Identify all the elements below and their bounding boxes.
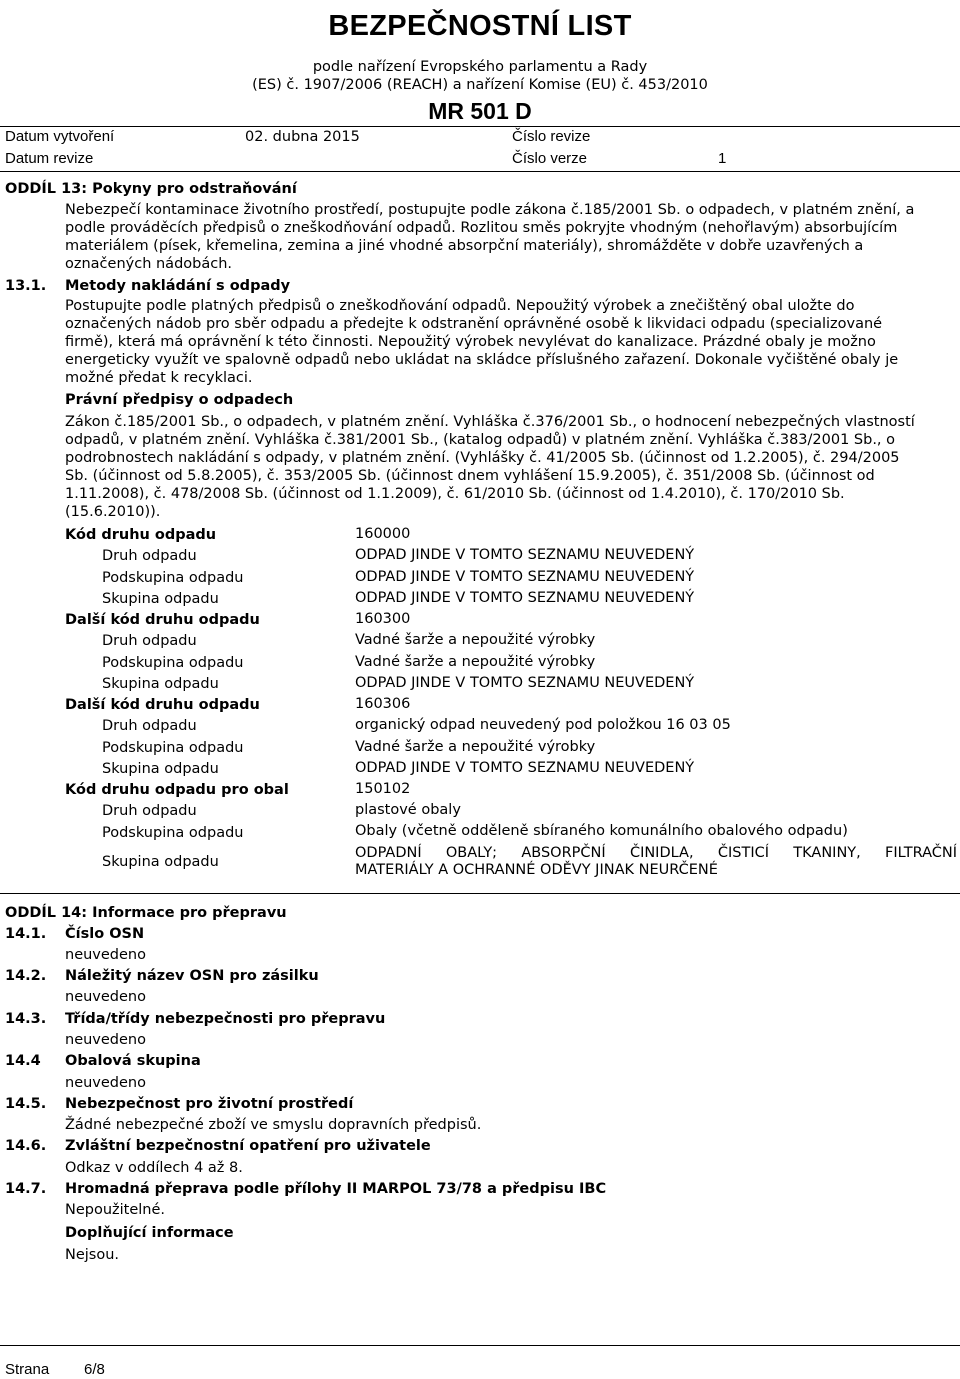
item-number: 14.5. [5, 1096, 47, 1112]
methods-line: označených nádob pro sběr odpadu a předejte k odstranění oprávněné osobě k likvidaci odpadu (specializované [65, 316, 883, 332]
shipping-name-title: Náležitý název OSN pro zásilku [65, 968, 319, 984]
bulk-transport-value: Nepoužitelné. [65, 1202, 166, 1218]
created-date-value: 02. dubna 2015 [245, 129, 360, 145]
waste-code-value: 160306 [355, 696, 411, 712]
legal-regulations-text [65, 413, 957, 521]
header-divider-top [0, 126, 960, 127]
additional-info-value: Nejsou. [65, 1247, 120, 1263]
waste-type-value: plastové obaly [355, 802, 461, 818]
hazard-class-value: neuvedeno [65, 1032, 146, 1048]
section-14-heading: ODDÍL 14: Informace pro přepravu [5, 905, 287, 921]
waste-type-label: Druh odpadu [102, 803, 197, 819]
waste-subgroup-value: ODPAD JINDE V TOMTO SEZNAMU NEUVEDENÝ [355, 569, 695, 585]
packaging-waste-code-label: Kód druhu odpadu pro obal [65, 782, 289, 798]
section-13-intro [65, 201, 957, 273]
user-precautions-title: Zvláštní bezpečnostní opatření pro uživatele [65, 1138, 431, 1154]
waste-code-label: Další kód druhu odpadu [65, 697, 260, 713]
legal-line: Zákon č.185/2001 Sb., o odpadech, v platném znění. Vyhláška č.376/2001 Sb., o hodnocení nebezpečných vlastností [65, 414, 915, 430]
subsection-13-1-title: Metody nakládání s odpady [65, 278, 291, 294]
waste-group-line: MATERIÁLY A OCHRANNÉ ODĚVY JINAK NEURČENÉ [355, 862, 718, 878]
legal-line: odpadů, v platném znění. Vyhláška č.381/2001 Sb., (katalog odpadů) v platném znění. Vyhláška č.383/2001 Sb., o [65, 432, 896, 448]
created-date-label: Datum vytvoření [5, 128, 115, 145]
header-divider-bottom [0, 171, 960, 172]
environmental-hazard-title: Nebezpečnost pro životní prostředí [65, 1096, 354, 1112]
waste-group-value: ODPAD JINDE V TOMTO SEZNAMU NEUVEDENÝ [355, 760, 695, 776]
waste-subgroup-label: Podskupina odpadu [102, 655, 244, 671]
section-13-heading: ODDÍL 13: Pokyny pro odstraňování [5, 181, 297, 197]
waste-type-label: Druh odpadu [102, 718, 197, 734]
legal-line: (15.6.2010)). [65, 504, 161, 520]
shipping-name-value: neuvedeno [65, 989, 146, 1005]
item-number: 14.7. [5, 1181, 47, 1197]
packing-group-title: Obalová skupina [65, 1053, 201, 1069]
item-number: 14.3. [5, 1011, 47, 1027]
item-number: 14.4 [5, 1053, 41, 1069]
revision-date-label: Datum revize [5, 150, 94, 167]
additional-info-title: Doplňující informace [65, 1225, 234, 1241]
document-title: BEZPEČNOSTNÍ LIST [328, 10, 632, 42]
bulk-transport-title: Hromadná přeprava podle přílohy II MARPOL 73/78 a předpisu IBC [65, 1181, 607, 1197]
waste-subgroup-value: Vadné šarže a nepoužité výrobky [355, 654, 596, 670]
waste-group-label: Skupina odpadu [102, 761, 219, 777]
waste-group-label: Skupina odpadu [102, 854, 219, 870]
regulation-line-2: (ES) č. 1907/2006 (REACH) a nařízení Komise (EU) č. 453/2010 [252, 77, 708, 93]
section-divider [0, 893, 960, 894]
waste-subgroup-value: Obaly (včetně odděleně sbíraného komunálního obalového odpadu) [355, 823, 848, 839]
waste-group-value: ODPAD JINDE V TOMTO SEZNAMU NEUVEDENÝ [355, 590, 695, 606]
waste-group-label: Skupina odpadu [102, 591, 219, 607]
un-number-title: Číslo OSN [65, 926, 145, 942]
legal-line: podrobnostech nakládání s odpady, v platném znění. (Vyhlášky č. 41/2005 Sb. (účinnost od 1.2.2005), č. 294/2005 [65, 450, 900, 466]
user-precautions-value: Odkaz v oddílech 4 až 8. [65, 1160, 243, 1176]
product-name: MR 501 D [428, 98, 532, 124]
waste-type-label: Druh odpadu [102, 548, 197, 564]
legal-regulations-title: Právní předpisy o odpadech [65, 392, 294, 408]
waste-group-label: Skupina odpadu [102, 676, 219, 692]
methods-line: firmě), která má oprávnění k této činnosti. Nepoužitý výrobek nevylévat do kanalizace. Prázdné obaly je možno [65, 334, 876, 350]
waste-subgroup-label: Podskupina odpadu [102, 825, 244, 841]
intro-line: označených nádobách. [65, 256, 233, 272]
waste-type-value: organický odpad neuvedený pod položkou 16 03 05 [355, 717, 731, 733]
waste-type-value: Vadné šarže a nepoužité výrobky [355, 632, 596, 648]
disposal-methods-text [65, 297, 957, 387]
waste-type-label: Druh odpadu [102, 633, 197, 649]
page-number: 6/8 [84, 1361, 105, 1378]
waste-group-value: ODPAD JINDE V TOMTO SEZNAMU NEUVEDENÝ [355, 675, 695, 691]
methods-line: energeticky využít ve spalovně odpadů nebo ukládat na skládce příslušného zařazení. Dokonale vyčištěné obaly je [65, 352, 899, 368]
waste-code-value: 160300 [355, 611, 411, 627]
item-number: 14.1. [5, 926, 47, 942]
waste-group-value [355, 845, 957, 879]
subsection-13-1-number: 13.1. [5, 278, 47, 294]
footer-divider [0, 1345, 960, 1346]
item-number: 14.6. [5, 1138, 47, 1154]
waste-group-line: ODPADNÍ OBALY; ABSORPČNÍ ČINIDLA, ČISTICÍ TKANINY, FILTRAČNÍ [355, 845, 957, 861]
waste-subgroup-value: Vadné šarže a nepoužité výrobky [355, 739, 596, 755]
intro-line: podle prováděcích předpisů o zneškodňování odpadů. Rozlitou směs pokryjte vhodným (nehořlavým) absorbujícím [65, 220, 898, 236]
legal-line: 1.11.2008), č. 478/2008 Sb. (účinnost od 1.1.2009), č. 61/2010 Sb. (účinnost od 1.4.2010), č. 170/2010 Sb. [65, 486, 845, 502]
methods-line: možné předat k recyklaci. [65, 370, 253, 386]
environmental-hazard-value: Žádné nebezpečné zboží ve smyslu dopravních předpisů. [65, 1117, 482, 1133]
un-number-value: neuvedeno [65, 947, 146, 963]
waste-code-value: 160000 [355, 526, 411, 542]
methods-line: Postupujte podle platných předpisů o zneškodňování odpadů. Nepoužitý výrobek a znečištěný obal uložte do [65, 298, 855, 314]
legal-line: Sb. (účinnost od 5.8.2005), č. 353/2005 Sb. (účinnost dnem vyhlášení 15.9.2005), č. 351/2008 Sb. (účinnost od [65, 468, 875, 484]
version-number-label: Číslo verze [512, 150, 588, 167]
packaging-waste-code-value: 150102 [355, 781, 411, 797]
waste-code-label: Další kód druhu odpadu [65, 612, 260, 628]
waste-type-value: ODPAD JINDE V TOMTO SEZNAMU NEUVEDENÝ [355, 547, 695, 563]
version-number-value: 1 [718, 150, 727, 167]
intro-line: Nebezpečí kontaminace životního prostředí, postupujte podle zákona č.185/2001 Sb. o odpadech, v platném znění, a [65, 202, 915, 218]
waste-subgroup-label: Podskupina odpadu [102, 570, 244, 586]
regulation-line-1: podle nařízení Evropského parlamentu a Rady [312, 59, 648, 75]
waste-subgroup-label: Podskupina odpadu [102, 740, 244, 756]
page-label: Strana [5, 1361, 50, 1378]
waste-code-label: Kód druhu odpadu [65, 527, 217, 543]
intro-line: materiálem (písek, křemelina, zemina a jiné vhodné absorpční materiály), shromážděte v dobře uzavřených a [65, 238, 864, 254]
packing-group-value: neuvedeno [65, 1075, 146, 1091]
item-number: 14.2. [5, 968, 47, 984]
revision-number-label: Číslo revize [512, 128, 591, 145]
hazard-class-title: Třída/třídy nebezpečnosti pro přepravu [65, 1011, 386, 1027]
